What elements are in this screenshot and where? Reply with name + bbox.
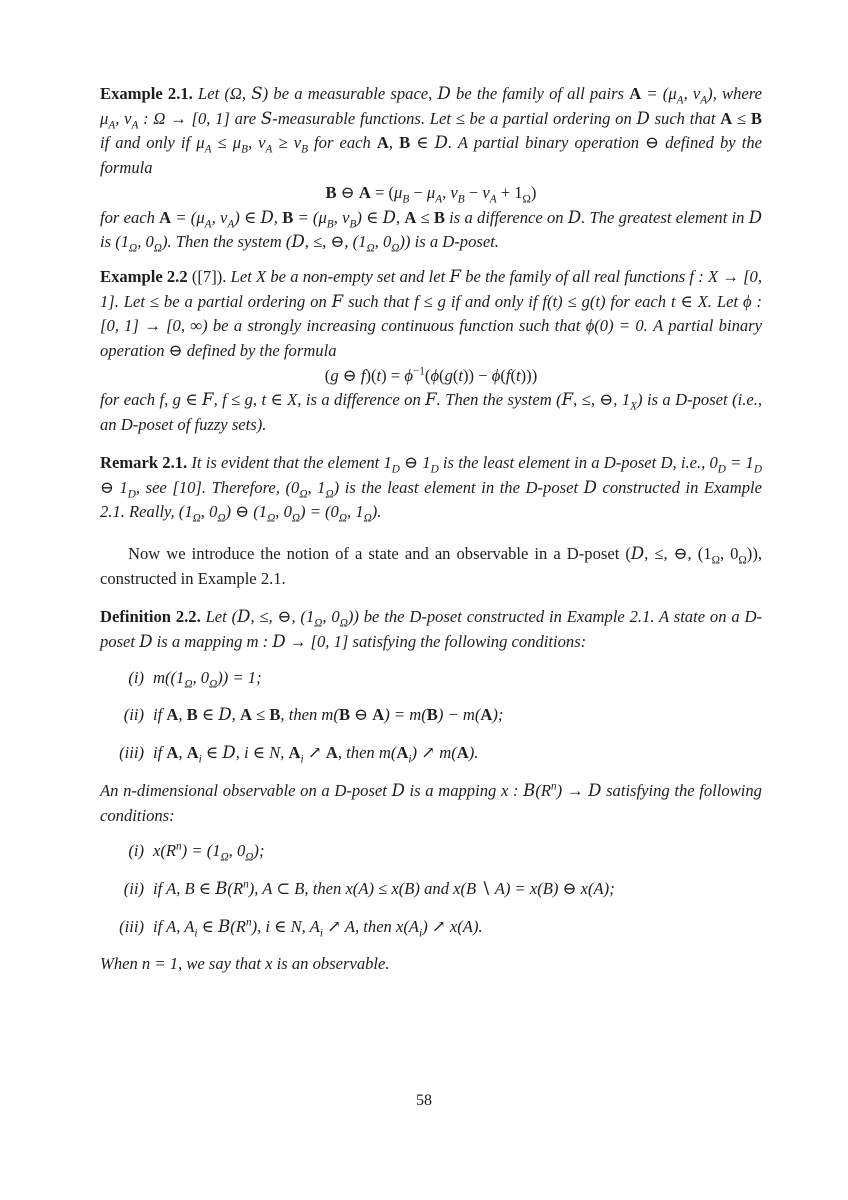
paragraph-dposet-fuzzy-sets: for each f, g ∈ F, f ≤ g, t ∈ X, is a difference on F. Then the system (F, ≤, ⊖, $1_X$) is a D-poset (i.e., an D-poset of fuzzy sets). xyxy=(100,390,763,435)
page-number: 58 xyxy=(416,1092,432,1109)
display-formula-phi: (g ⊖ $f)(t) = \phi^{-1}(\phi(g(t)) - \phi(f(t)))$ xyxy=(324,365,538,385)
paragraph-observable-definition: An n-dimensional observable on a D-poset D is a mapping x : $B(R^n) \to D$ satisfying the following conditions: xyxy=(100,780,762,825)
example-2-2-body: Let X be a non-empty set and let F be the family of all real functions f : X → [0, 1]. Let ≤ be a partial ordering on F such that f ≤ g if and only if f(t) ≤ g(t) for each t ∈ X. Let ϕ : [0, 1] → [0, ∞) be a strongly increasing continuous function such that ϕ(0) = 0. A partial binary operation ⊖ defined by the formula xyxy=(100,266,762,361)
definition-2-2-body: Let (D, ≤, ⊖, ($1_\Omega$, $0_\Omega$)) be the D-poset constructed in Example 2.1. A state on a D-poset D is a mapping m : D → [0, 1] satisfying the following conditions: xyxy=(100,607,762,652)
condition-text: if A, $A_i$ ∈ D, i ∈ N, $A_i$ ↗ A, then $m(A_i)$ ↗ m(A). xyxy=(153,743,479,766)
definition-2-2 xyxy=(100,605,762,654)
text-column xyxy=(100,82,762,977)
state-conditions-list xyxy=(100,666,762,766)
condition-marker: (i) xyxy=(128,667,144,687)
example-2-1 xyxy=(100,82,762,181)
remark-2-1-body: It is evident that the element $1_D$ ⊖ $1_D$ is the least element in a D-poset D, i.e., $0_D = 1_D$ ⊖ $1_D$, see [10]. Therefore, ($0_\Omega$, $1_\Omega$) is the least element in the D-poset D constructed in Example 2.1. Really, ($1_\Omega$, $0_\Omega$) ⊖ ($1_\Omega$, $0_\Omega) = (0_\Omega$, $1_\Omega$). xyxy=(100,452,762,525)
condition-marker: (ii) xyxy=(123,878,144,898)
example-2-2-citation: ([7]). xyxy=(191,266,227,286)
observable-condition-i xyxy=(100,839,762,864)
observable-condition-ii xyxy=(100,877,762,902)
state-condition-i xyxy=(100,666,762,691)
observable-conditions-list xyxy=(100,839,762,939)
example-2-1-heading: Example 2.1. xyxy=(100,84,193,103)
state-condition-ii xyxy=(100,703,762,728)
observable-condition-iii xyxy=(100,915,762,940)
condition-text: $x(R^n) = (1_\Omega$, $0_\Omega$); xyxy=(153,840,265,864)
display-formula-difference: B ⊖ $A = (\mu_B - \mu_A$, $\nu_B - \nu_A + 1_\Omega$) xyxy=(325,182,537,206)
example-2-2-heading: Example 2.2 xyxy=(100,266,188,286)
state-condition-iii xyxy=(100,741,762,766)
condition-marker: (iii) xyxy=(119,743,144,763)
condition-marker: (i) xyxy=(128,841,144,861)
condition-marker: (ii) xyxy=(123,705,144,725)
condition-marker: (iii) xyxy=(119,916,144,936)
paragraph-intro-state-observable: Now we introduce the notion of a state and an observable in a D-poset (D, ≤, ⊖, ($1_\Omega$, $0_\Omega$)), constructed in Example 2.1. xyxy=(100,543,762,588)
condition-text: if A, $A_i$ ∈ $B(R^n)$, i ∈ N, $A_i$ ↗ A, then $x(A_i)$ ↗ x(A). xyxy=(153,916,483,939)
remark-2-1-heading: Remark 2.1. xyxy=(100,452,188,472)
example-2-1-body: Let (Ω, S) be a measurable space, D be the family of all pairs $A = (\mu_A$, $\nu_A$), where $\mu_A$, $\nu_A$ : Ω → [0, 1] are S-measurable functions. Let ≤ be a partial ordering on D such that A ≤ B if and only if $\mu_A \le \mu_B$, $\nu_A \ge \nu_B$ for each A, B ∈ D. A partial binary operation ⊖ defined by the formula xyxy=(100,84,763,178)
definition-2-2-heading: Definition 2.2. xyxy=(100,607,201,627)
condition-text: if A, B ∈ D, A ≤ B, then m(B ⊖ A) = m(B) − m(A); xyxy=(153,705,504,725)
remark-2-1 xyxy=(100,451,762,525)
condition-text: if A, B ∈ $B(R^n)$, A ⊂ B, then x(A) ≤ x(B) and x(B ∖ A) = x(B) ⊖ x(A); xyxy=(153,878,615,898)
paragraph-difference-on-d: for each $A = (\mu_A$, $\nu_A$) ∈ D, $B = (\mu_B$, $\nu_B$) ∈ D, A ≤ B is a difference on D. The greatest element in D is ($1_\Omega$, $0_\Omega$). Then the system (D, ≤, ⊖, ($1_\Omega$, $0_\Omega$)) is a D-poset. xyxy=(100,207,762,255)
paragraph-when-n-equals-1: When n = 1, we say that x is an observable. xyxy=(100,954,390,974)
example-2-2 xyxy=(100,265,762,364)
condition-text: $m((1_\Omega$, $0_\Omega)) = 1$; xyxy=(153,667,262,691)
